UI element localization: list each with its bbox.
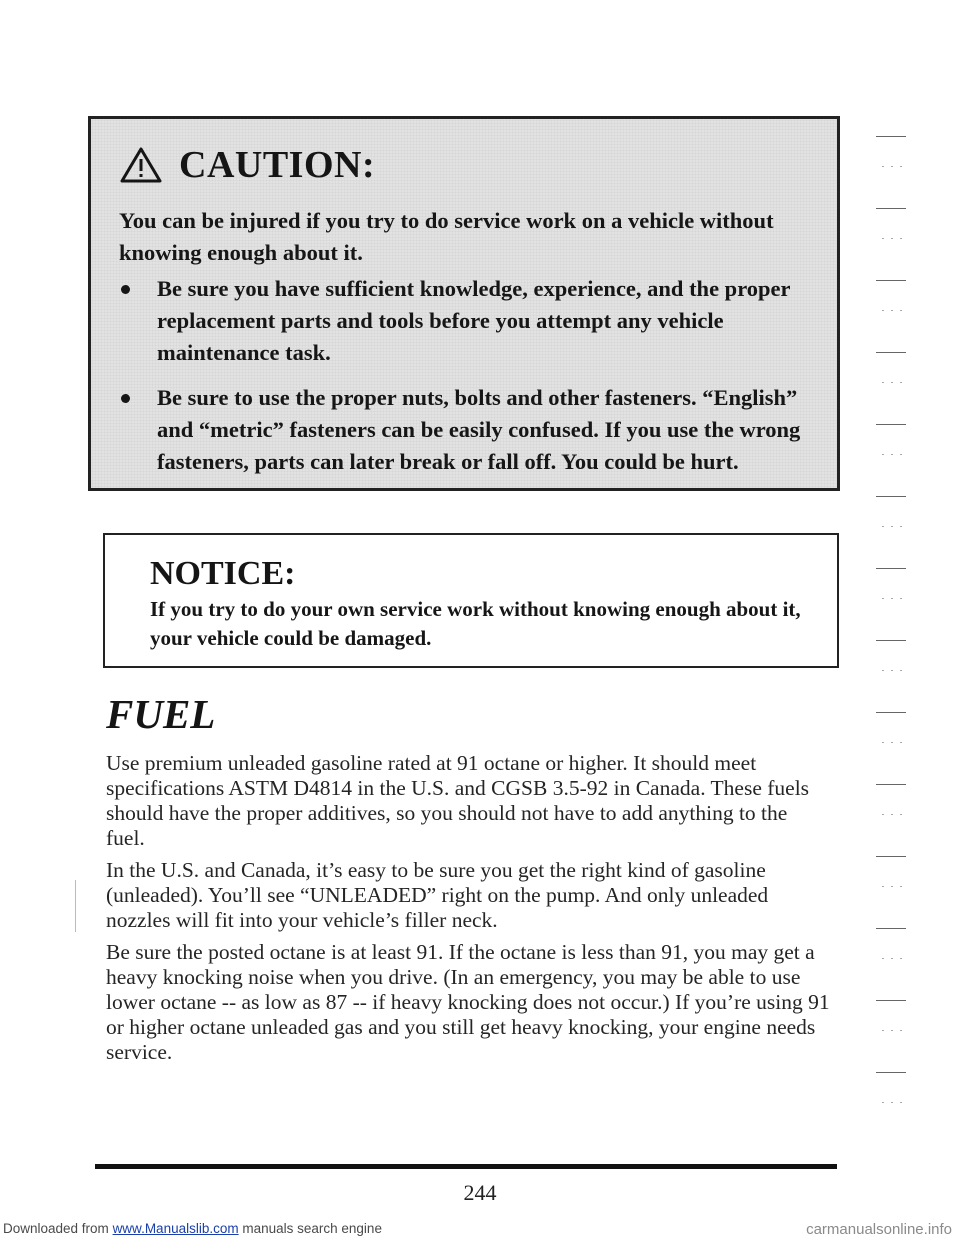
margin-dash	[876, 424, 906, 425]
margin-dash	[876, 352, 906, 353]
footer-suffix: manuals search engine	[238, 1221, 382, 1236]
margin-dots	[882, 886, 902, 887]
caution-title: CAUTION:	[179, 144, 376, 186]
margin-dots	[882, 526, 902, 527]
bottom-rule	[95, 1164, 837, 1169]
fuel-paragraph: Be sure the posted octane is at least 91. If the octane is less than 91, you may get a heavy knocking noise when you drive. (In an emergency, you may be able to use lower octane -- as low as 87 -- if heavy knocking does not occur.) If you’re using 91 or higher octane unleaded gas and you still get heavy knocking, your engine needs service.	[106, 940, 830, 1064]
margin-dots	[882, 670, 902, 671]
margin-dots	[882, 382, 902, 383]
left-margin-mark	[75, 880, 76, 932]
fuel-paragraph: In the U.S. and Canada, it’s easy to be sure you get the right kind of gasoline (unleaded). You’ll see “UNLEADED” right on the pump. And only unleaded nozzles will fit into your vehicle’s filler neck.	[106, 858, 769, 932]
margin-dash	[876, 568, 906, 569]
caution-bullet-text: Be sure to use the proper nuts, bolts and other fasteners. “English” and “metric” fasteners can be easily confused. If you use the wrong fasteners, parts can later break or fall off. You could be hurt.	[157, 385, 801, 474]
margin-dash	[876, 208, 906, 209]
margin-dots	[882, 814, 902, 815]
margin-dash	[876, 712, 906, 713]
fuel-section-body	[106, 751, 831, 1072]
margin-dash	[876, 928, 906, 929]
right-margin-marks	[876, 96, 916, 1156]
margin-dots	[882, 310, 902, 311]
margin-dots	[882, 1102, 902, 1103]
footer-link[interactable]: www.Manualslib.com	[112, 1221, 239, 1236]
caution-intro: You can be injured if you try to do service work on a vehicle without knowing enough about it.	[119, 208, 774, 265]
margin-dots	[882, 598, 902, 599]
bullet-icon	[121, 394, 130, 403]
fuel-heading: FUEL	[106, 691, 216, 737]
warning-triangle-icon	[119, 146, 163, 184]
margin-dash	[876, 1000, 906, 1001]
caution-bullet-item	[119, 382, 819, 478]
caution-bullet-item	[119, 273, 819, 369]
caution-header	[119, 143, 375, 187]
margin-dash	[876, 1072, 906, 1073]
footer-watermark: carmanualsonline.info	[806, 1221, 952, 1238]
margin-dots	[882, 238, 902, 239]
margin-dots	[882, 166, 902, 167]
margin-dots	[882, 958, 902, 959]
notice-box	[103, 533, 839, 668]
notice-text: If you try to do your own service work without knowing enough about it, your vehicle could be damaged.	[150, 597, 801, 650]
caution-box	[88, 116, 840, 491]
margin-dash	[876, 136, 906, 137]
caution-bullet-list	[119, 273, 819, 491]
margin-dash	[876, 856, 906, 857]
margin-dash	[876, 280, 906, 281]
footer-prefix: Downloaded from	[3, 1221, 113, 1236]
fuel-paragraph: Use premium unleaded gasoline rated at 91 octane or higher. It should meet specifications ASTM D4814 in the U.S. and CGSB 3.5-92 in Canada. These fuels should have the proper additives, so you should not have to add anything to the fuel.	[106, 751, 810, 850]
footer-download-note	[3, 1221, 382, 1236]
bullet-icon	[121, 285, 130, 294]
margin-dots	[882, 742, 902, 743]
margin-dots	[882, 1030, 902, 1031]
margin-dash	[876, 640, 906, 641]
caution-bullet-text: Be sure you have sufficient knowledge, experience, and the proper replacement parts and tools before you attempt any vehicle maintenance task.	[157, 276, 791, 365]
notice-title: NOTICE:	[150, 555, 296, 592]
margin-dots	[882, 454, 902, 455]
page-number: 244	[463, 1180, 497, 1205]
margin-dash	[876, 784, 906, 785]
margin-dash	[876, 496, 906, 497]
